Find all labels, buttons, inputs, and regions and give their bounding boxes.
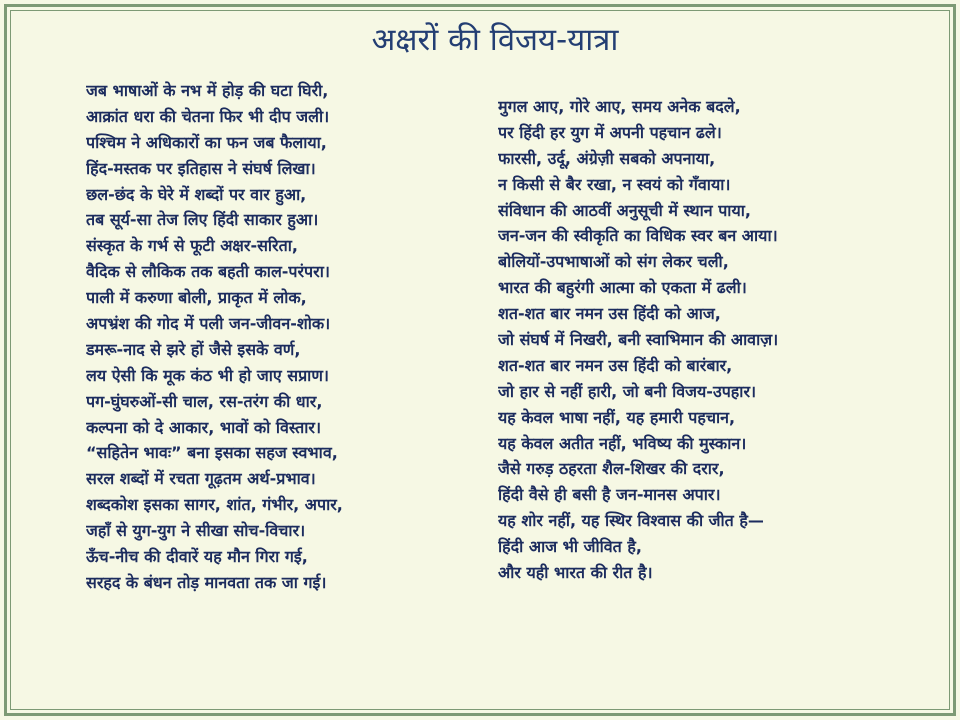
poem-line: वैदिक से लौकिक तक बहती काल-परंपरा। (86, 262, 330, 282)
poem-line: जब भाषाओं के नभ में होड़ की घटा घिरी, (86, 81, 329, 100)
poem-line: पाली में करुणा बोली, प्राकृत में लोक, (86, 288, 307, 308)
poem-line: हिंदी आज भी जीवित है, (498, 537, 642, 557)
poem-line: संविधान की आठवीं अनुसूची में स्थान पाया, (498, 200, 751, 220)
poem-line: जहाँ से युग-युग ने सीखा सोच-विचार। (86, 521, 306, 541)
poem-line: यह केवल भाषा नहीं, यह हमारी पहचान, (498, 407, 736, 427)
poem-line: तब सूर्य-सा तेज लिए हिंदी साकार हुआ। (86, 210, 319, 230)
poem-line: भारत की बहुरंगी आत्मा को एकता में ढली। (498, 278, 747, 298)
poem-line: संस्कृत के गर्भ से फूटी अक्षर-सरिता, (86, 236, 298, 256)
poem-title-row (0, 18, 960, 62)
poem-line: डमरू-नाद से झरे हों जैसे इसके वर्ण, (86, 339, 301, 359)
poem-line: हिंदी वैसे ही बसी है जन-मानस अपार। (498, 485, 721, 505)
poem-line: जन-जन की स्वीकृति का विधिक स्वर बन आया। (498, 226, 778, 246)
poem-line: हिंद-मस्तक पर इतिहास ने संघर्ष लिखा। (86, 158, 316, 178)
poem-line: सरल शब्दों में रचता गूढ़तम अर्थ-प्रभाव। (86, 469, 316, 489)
poem-left-column (86, 78, 481, 596)
poem-title: अक्षरों की विजय-यात्रा (371, 22, 619, 58)
poem-line: अपभ्रंश की गोद में पली जन-जीवन-शोक। (86, 314, 331, 334)
poem-line: “सहितेन भावः” बना इसका सहज स्वभाव, (86, 443, 338, 463)
poem-line: पर हिंदी हर युग में अपनी पहचान ढले। (498, 122, 722, 142)
poem-line: जो संघर्ष में निखरी, बनी स्वाभिमान की आवाज़। (498, 330, 779, 350)
poem-right-column (498, 94, 928, 586)
poem-line: मुगल आए, गोरे आए, समय अनेक बदले, (498, 97, 741, 116)
poem-line: आक्रांत धरा की चेतना फिर भी दीप जली। (86, 106, 330, 126)
poem-line: पश्चिम ने अधिकारों का फन जब फैलाया, (86, 132, 327, 152)
poem-line: कल्पना को दे आकार, भावों को विस्तार। (86, 417, 322, 437)
poem-line: यह केवल अतीत नहीं, भविष्य की मुस्कान। (498, 433, 747, 453)
poem-line: शत-शत बार नमन उस हिंदी को आज, (498, 304, 721, 324)
poem-line: सरहद के बंधन तोड़ मानवता तक जा गई। (86, 572, 327, 592)
poem-line: शत-शत बार नमन उस हिंदी को बारंबार, (498, 355, 733, 375)
poem-line: छल-छंद के घेरे में शब्दों पर वार हुआ, (86, 184, 307, 204)
poem-line: जो हार से नहीं हारी, जो बनी विजय-उपहार। (498, 381, 757, 401)
poem-line: और यही भारत की रीत है। (498, 563, 653, 583)
poem-line: यह शोर नहीं, यह स्थिर विश्वास की जीत है— (498, 511, 764, 531)
poem-line: पग-घुंघरुओं-सी चाल, रस-तरंग की धार, (86, 391, 323, 411)
poem-line: ऊँच-नीच की दीवारें यह मौन गिरा गई, (86, 547, 308, 567)
poem-line: लय ऐसी कि मूक कंठ भी हो जाए सप्राण। (86, 365, 329, 385)
poem-line: फारसी, उर्दू, अंग्रेज़ी सबको अपनाया, (498, 148, 716, 168)
poem-line: जैसे गरुड़ ठहरता शैल-शिखर की दरार, (498, 459, 725, 479)
poem-line: शब्दकोश इसका सागर, शांत, गंभीर, अपार, (86, 495, 343, 515)
poem-line: न किसी से बैर रखा, न स्वयं को गँवाया। (498, 174, 731, 194)
poem-line: बोलियों-उपभाषाओं को संग लेकर चली, (498, 252, 729, 272)
